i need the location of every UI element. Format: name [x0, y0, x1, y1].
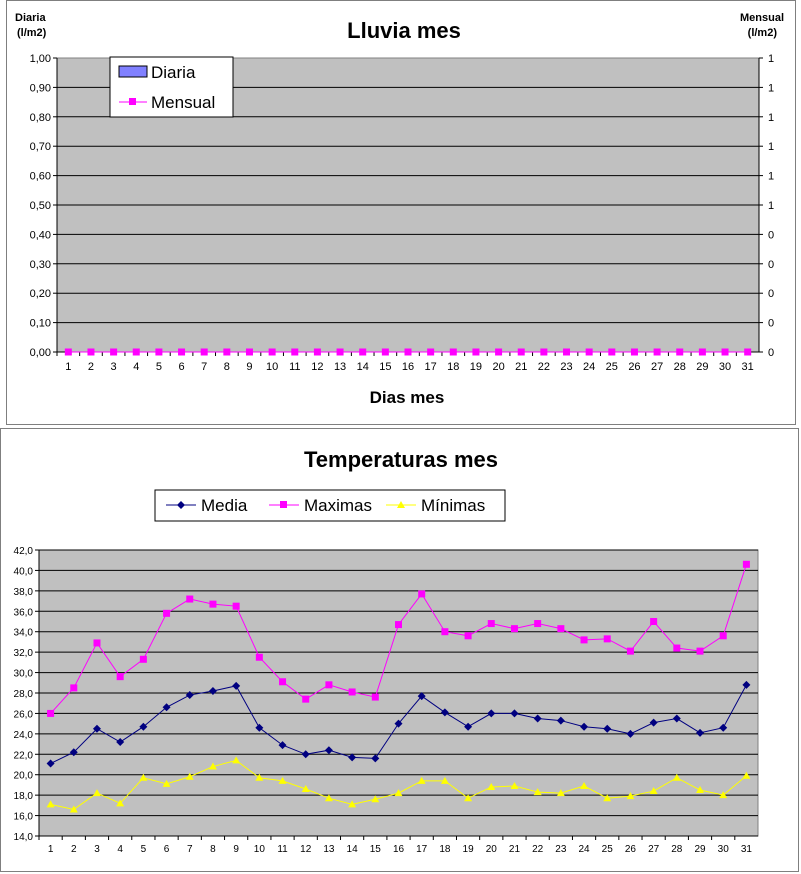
rain-x-tick-label: 23 [560, 361, 573, 373]
temperature-maximas-point [186, 596, 193, 603]
legend-square-marker-icon [280, 501, 287, 508]
rain-x-tick-label: 14 [356, 361, 369, 373]
legend-label-minimas: Mínimas [421, 496, 486, 515]
rain-mensual-point [744, 349, 751, 356]
rain-x-tick-label: 21 [515, 361, 528, 373]
temperature-maximas-point [325, 681, 332, 688]
temperature-maximas-point [93, 639, 100, 646]
temperature-x-tick-label: 13 [323, 844, 335, 855]
temperature-x-tick-label: 2 [71, 844, 77, 855]
temperature-y-tick-label: 42,0 [13, 546, 33, 557]
temperature-maximas-point [720, 632, 727, 639]
rain-x-tick-label: 7 [201, 361, 208, 373]
temperature-maximas-point [302, 696, 309, 703]
rain-left-axis-unit: (l/m2) [17, 27, 47, 39]
temperature-x-tick-label: 1 [47, 844, 54, 855]
rain-x-tick-label: 13 [333, 361, 347, 373]
temperature-y-tick-label: 14,0 [13, 832, 33, 843]
rain-x-tick-label: 4 [133, 361, 140, 373]
rain-x-axis-title: Dias mes [369, 388, 445, 407]
rain-x-tick-label: 20 [492, 361, 505, 373]
rain-mensual-point [472, 349, 479, 356]
rain-left-tick-label: 0,80 [29, 111, 51, 124]
rain-mensual-point [586, 349, 593, 356]
rain-mensual-point [427, 349, 434, 356]
rain-mensual-point [155, 349, 162, 356]
rain-left-tick-label: 0,10 [29, 317, 51, 330]
rain-mensual-point [314, 349, 321, 356]
temperature-x-tick-label: 29 [694, 844, 706, 855]
rain-mensual-point [382, 349, 389, 356]
temperature-x-tick-label: 10 [253, 844, 265, 855]
rain-x-tick-label: 18 [447, 361, 460, 373]
rain-left-tick-label: 0,50 [29, 200, 51, 212]
rain-mensual-point [110, 349, 117, 356]
temperature-maximas-point [117, 673, 124, 680]
rain-x-tick-label: 25 [605, 361, 618, 373]
rain-mensual-point [359, 349, 366, 356]
rain-x-tick-label: 16 [401, 361, 415, 373]
rain-x-tick-label: 22 [537, 361, 550, 373]
temperature-y-tick-label: 26,0 [13, 709, 33, 721]
rain-mensual-point [337, 349, 344, 356]
rain-mensual-point [223, 349, 230, 356]
rain-right-axis-label: Mensual [739, 12, 784, 24]
temperature-x-tick-label: 11 [277, 844, 288, 855]
temperature-maximas-point [743, 561, 750, 568]
temperature-x-tick-label: 20 [485, 844, 497, 855]
rain-x-tick-label: 10 [266, 361, 279, 373]
temperature-maximas-point [349, 688, 356, 695]
rain-mensual-point [201, 349, 208, 356]
temperature-maximas-point [488, 620, 495, 627]
legend-bar-swatch [119, 66, 147, 77]
rain-mensual-point [563, 349, 570, 356]
temperature-y-tick-label: 22,0 [13, 750, 33, 762]
rain-right-tick-label: 0 [768, 288, 775, 301]
rain-x-tick-label: 9 [246, 361, 253, 373]
temperature-maximas-point [256, 654, 263, 661]
rain-left-tick-label: 0,60 [29, 170, 51, 183]
legend-square-marker-icon [129, 98, 136, 105]
rain-x-tick-label: 2 [87, 361, 95, 373]
rain-mensual-point [178, 349, 185, 356]
rain-left-tick-label: 0,30 [29, 258, 51, 271]
rain-right-tick-label: 1 [768, 170, 775, 183]
temperature-x-tick-label: 28 [671, 844, 683, 855]
rain-right-tick-label: 0 [768, 258, 775, 271]
rain-right-tick-label: 0 [768, 229, 775, 242]
temperature-x-tick-label: 8 [210, 844, 216, 855]
temperature-maximas-point [279, 678, 286, 685]
rain-x-tick-label: 27 [650, 361, 664, 373]
temperature-x-tick-label: 3 [94, 844, 100, 855]
rain-x-tick-label: 24 [583, 361, 596, 373]
temperature-maximas-point [233, 603, 240, 610]
temperature-x-tick-label: 5 [140, 844, 147, 855]
rain-mensual-point [676, 349, 683, 356]
temperature-x-tick-label: 30 [717, 844, 729, 855]
rain-right-tick-label: 0 [768, 317, 775, 330]
temperature-x-tick-label: 14 [346, 844, 358, 855]
temperature-chart-title: Temperaturas mes [303, 447, 499, 472]
temperature-x-tick-label: 22 [532, 844, 544, 855]
rain-x-tick-label: 8 [223, 361, 230, 373]
temperature-y-tick-label: 34,0 [13, 627, 33, 639]
legend-label-maximas: Maximas [304, 496, 373, 515]
temperature-x-tick-label: 16 [392, 844, 405, 855]
rain-x-tick-label: 3 [110, 361, 117, 373]
rain-left-axis-label: Diaria [15, 12, 46, 24]
temperature-y-tick-label: 24,0 [13, 729, 33, 741]
temperature-x-tick-label: 6 [163, 844, 170, 855]
temperature-maximas-point [418, 590, 425, 597]
temperature-y-tick-label: 36,0 [13, 607, 33, 619]
temperature-maximas-point [47, 710, 54, 717]
rain-x-tick-label: 17 [424, 361, 437, 373]
temperature-x-tick-label: 25 [601, 844, 613, 855]
rain-x-tick-label: 1 [65, 361, 72, 373]
legend-label-diaria: Diaria [151, 63, 196, 82]
rain-x-tick-label: 19 [469, 361, 483, 373]
temperature-legend [155, 490, 505, 521]
rain-right-axis-unit: (l/m2) [747, 27, 777, 39]
rain-left-tick-label: 0,40 [29, 229, 51, 242]
temperature-y-tick-label: 32,0 [13, 648, 33, 660]
temperature-maximas-point [534, 620, 541, 627]
rain-left-tick-label: 0,70 [29, 141, 51, 154]
rain-x-tick-label: 5 [155, 361, 162, 373]
rain-mensual-point [495, 349, 502, 356]
rain-x-tick-label: 11 [289, 361, 301, 373]
temperature-chart [1, 429, 800, 873]
temperature-x-tick-label: 12 [300, 844, 312, 855]
rain-chart-title: Lluvia mes [347, 18, 461, 43]
temperature-maximas-point [604, 635, 611, 642]
rain-x-tick-label: 31 [741, 361, 754, 373]
temperature-x-tick-label: 26 [624, 844, 636, 855]
temperature-y-tick-label: 30,0 [13, 668, 33, 680]
temperature-maximas-point [70, 684, 77, 691]
temperature-x-tick-label: 4 [117, 844, 123, 855]
temperature-y-tick-label: 16,0 [13, 811, 33, 823]
rain-x-tick-label: 15 [379, 361, 392, 373]
rain-mensual-point [608, 349, 615, 356]
temperature-maximas-point [673, 645, 680, 652]
rain-mensual-point [699, 349, 706, 356]
temperature-maximas-point [209, 601, 216, 608]
legend-label-mensual: Mensual [151, 93, 216, 112]
rain-left-tick-label: 1,00 [29, 53, 51, 65]
rain-legend [110, 57, 233, 117]
rain-mensual-point [654, 349, 661, 356]
temperature-maximas-point [140, 656, 147, 663]
rain-right-tick-label: 1 [768, 82, 775, 95]
temperature-plot-area [14, 546, 758, 855]
rain-mensual-point [269, 349, 276, 356]
temperature-y-tick-label: 18,0 [13, 791, 33, 803]
rain-mensual-point [722, 349, 729, 356]
rain-right-tick-label: 1 [768, 200, 775, 212]
temperature-x-tick-label: 23 [555, 844, 567, 855]
temperature-x-tick-label: 24 [578, 844, 590, 855]
temperature-y-tick-label: 38,0 [13, 586, 33, 598]
rain-mensual-point [65, 349, 72, 356]
temperature-maximas-point [465, 632, 472, 639]
rain-mensual-point [405, 349, 412, 356]
temperature-x-tick-label: 19 [462, 844, 474, 855]
temperature-maximas-point [372, 694, 379, 701]
rain-mensual-point [518, 349, 525, 356]
rain-chart [7, 1, 797, 426]
rain-mensual-point [450, 349, 457, 356]
rain-left-tick-label: 0,20 [29, 288, 51, 301]
temperature-y-tick-label: 28,0 [13, 689, 33, 700]
temperature-maximas-point [395, 621, 402, 628]
legend-label-media: Media [201, 496, 248, 515]
rain-mensual-point [540, 349, 547, 356]
temperature-x-tick-label: 31 [740, 844, 752, 855]
rain-chart-panel [6, 0, 796, 425]
rain-x-tick-label: 26 [628, 361, 641, 373]
rain-right-tick-label: 1 [768, 53, 775, 65]
temperature-y-tick-label: 40,0 [13, 566, 33, 578]
temperature-maximas-point [511, 625, 518, 632]
temperature-x-tick-label: 21 [508, 844, 521, 855]
rain-right-tick-label: 0 [768, 347, 775, 359]
rain-x-tick-label: 28 [673, 361, 686, 373]
temperature-maximas-point [697, 648, 704, 655]
temperature-x-tick-label: 9 [233, 844, 239, 855]
rain-mensual-point [631, 349, 638, 356]
rain-mensual-point [246, 349, 253, 356]
temperature-chart-panel [0, 428, 799, 872]
rain-left-tick-label: 0,90 [29, 82, 51, 95]
temperature-y-tick-label: 20,0 [13, 770, 33, 782]
rain-mensual-point [133, 349, 140, 356]
rain-x-tick-label: 6 [178, 361, 185, 373]
temperature-x-tick-label: 15 [369, 844, 381, 855]
rain-mensual-point [87, 349, 94, 356]
rain-left-tick-label: 0,00 [29, 347, 51, 359]
rain-right-tick-label: 1 [768, 141, 775, 154]
rain-x-tick-label: 29 [696, 361, 709, 373]
temperature-maximas-point [581, 636, 588, 643]
rain-x-tick-label: 30 [718, 361, 732, 373]
temperature-maximas-point [557, 625, 564, 632]
temperature-x-tick-label: 7 [186, 844, 193, 855]
temperature-maximas-point [441, 628, 448, 635]
rain-x-tick-label: 12 [311, 361, 324, 373]
temperature-maximas-point [627, 648, 634, 655]
temperature-x-tick-label: 18 [439, 844, 451, 855]
temperature-maximas-point [650, 618, 657, 625]
rain-right-tick-label: 1 [768, 111, 775, 124]
temperature-maximas-point [163, 610, 170, 617]
rain-mensual-point [291, 349, 298, 356]
temperature-x-tick-label: 27 [648, 844, 660, 855]
temperature-x-tick-label: 17 [416, 844, 428, 855]
